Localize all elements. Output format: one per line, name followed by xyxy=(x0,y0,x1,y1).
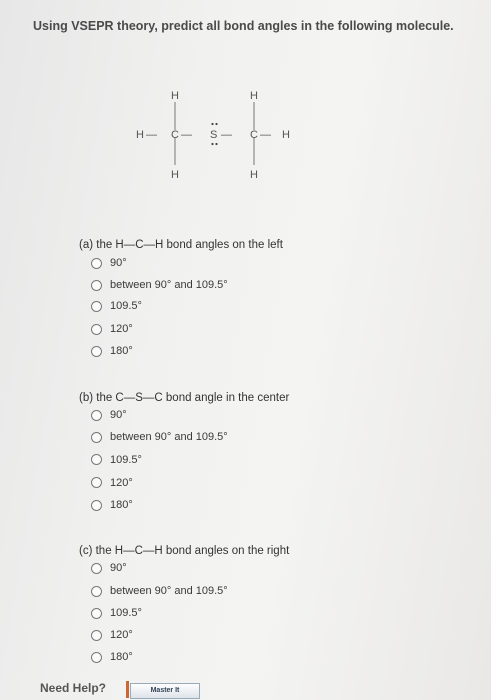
question-c-prompt: (c) the H—C—H bond angles on the right xyxy=(79,545,290,557)
option-label: 120° xyxy=(110,476,133,489)
question-b xyxy=(79,392,479,516)
option-b-1[interactable] xyxy=(91,407,479,423)
option-label: 120° xyxy=(110,323,133,335)
option-b-2[interactable] xyxy=(91,426,479,448)
option-c-1[interactable] xyxy=(91,560,479,576)
radio-button[interactable] xyxy=(91,586,102,597)
option-label: between 90° and 109.5° xyxy=(110,279,228,291)
radio-button[interactable] xyxy=(91,608,102,619)
bond-c-s: — xyxy=(181,129,192,141)
master-it-button[interactable]: Master It xyxy=(130,683,200,699)
radio-button[interactable] xyxy=(91,301,102,312)
molecule-structure xyxy=(110,80,330,190)
radio-button[interactable] xyxy=(91,652,102,663)
option-a-4[interactable] xyxy=(91,317,479,341)
option-b-4[interactable] xyxy=(91,471,479,494)
atom-c-right: C xyxy=(250,129,258,141)
option-c-4[interactable] xyxy=(91,624,479,646)
atom-h-bottom-right: H xyxy=(250,169,258,181)
option-label: 90° xyxy=(110,257,127,269)
master-it-accent xyxy=(126,681,129,698)
question-title: Using VSEPR theory, predict all bond angles in the following molecule. xyxy=(33,19,454,33)
option-label: 180° xyxy=(110,499,133,511)
radio-button[interactable] xyxy=(91,258,102,269)
option-label: 109.5° xyxy=(110,300,142,312)
option-b-5[interactable] xyxy=(91,494,479,516)
option-a-2[interactable] xyxy=(91,275,479,295)
question-c xyxy=(79,545,479,668)
option-c-5[interactable] xyxy=(91,646,479,668)
option-label: between 90° and 109.5° xyxy=(110,585,228,597)
option-label: 90° xyxy=(110,409,127,421)
option-c-2[interactable] xyxy=(91,580,479,602)
radio-button[interactable] xyxy=(91,500,102,511)
option-label: 180° xyxy=(110,651,133,663)
lone-pair-top-s xyxy=(211,123,217,125)
atom-h-top-left: H xyxy=(171,90,179,102)
option-label: 90° xyxy=(110,562,127,574)
question-a xyxy=(79,239,479,361)
radio-button[interactable] xyxy=(91,630,102,641)
radio-button[interactable] xyxy=(91,410,102,421)
question-b-prompt: (b) the C—S—C bond angle in the center xyxy=(79,392,290,404)
option-label: 109.5° xyxy=(110,453,142,466)
option-a-1[interactable] xyxy=(91,254,479,272)
option-b-3[interactable] xyxy=(91,448,479,471)
question-a-prompt: (a) the H—C—H bond angles on the left xyxy=(79,239,283,251)
option-label: between 90° and 109.5° xyxy=(110,431,228,443)
radio-button[interactable] xyxy=(91,280,102,291)
option-a-5[interactable] xyxy=(91,341,479,361)
radio-button[interactable] xyxy=(91,432,102,443)
bond-h-c-left: — xyxy=(146,129,157,141)
bond-c-h-right: — xyxy=(260,129,271,141)
bond-s-c: — xyxy=(221,129,232,141)
radio-button[interactable] xyxy=(91,324,102,335)
atom-h-top-right: H xyxy=(250,90,258,102)
option-label: 109.5° xyxy=(110,607,142,619)
option-a-3[interactable] xyxy=(91,295,479,317)
option-label: 180° xyxy=(110,345,133,357)
atom-c-left: C xyxy=(171,129,179,141)
option-c-3[interactable] xyxy=(91,602,479,624)
radio-button[interactable] xyxy=(91,454,102,465)
atom-s-center: S xyxy=(210,129,218,141)
lone-pair-bottom-s xyxy=(211,143,217,145)
atom-h-left: H xyxy=(136,129,144,141)
need-help-label: Need Help? xyxy=(40,681,107,695)
atom-h-right: H xyxy=(282,129,290,141)
option-label: 120° xyxy=(110,629,133,641)
atom-h-bottom-left: H xyxy=(171,169,179,181)
radio-button[interactable] xyxy=(91,477,102,488)
radio-button[interactable] xyxy=(91,346,102,357)
radio-button[interactable] xyxy=(91,563,102,574)
